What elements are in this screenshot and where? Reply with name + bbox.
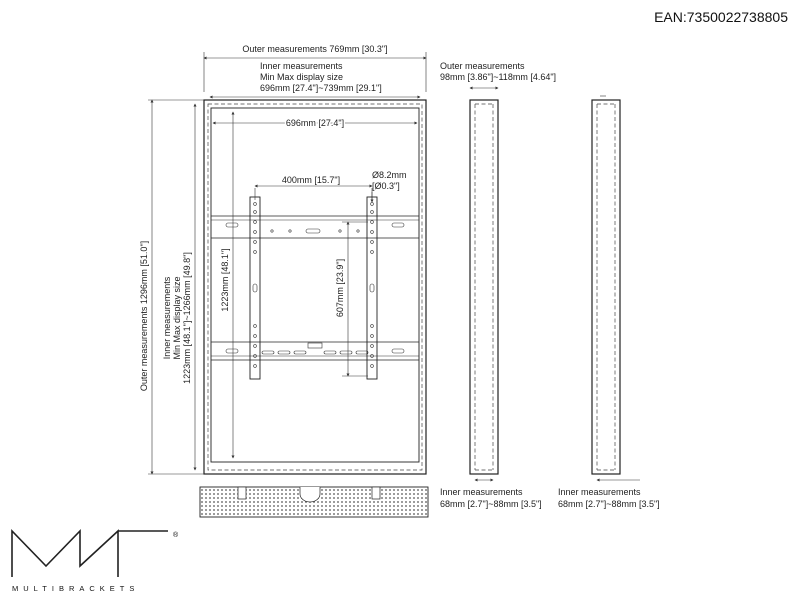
side-inner-label-1: Inner measurements <box>440 487 523 497</box>
inner-height-label: 1223mm [48.1"] <box>220 248 230 312</box>
inner-width-range-label: 696mm [27.4"]~739mm [29.1"] <box>260 83 382 93</box>
rail-hole <box>289 230 291 232</box>
lower-rail <box>211 342 419 360</box>
inner-label: Inner measurements <box>260 61 343 71</box>
vesa-height-label: 607mm [23.9"] <box>335 258 345 318</box>
inner-dashed-outline <box>208 104 422 470</box>
bottom-bracket-right <box>372 487 380 499</box>
brand-name: MULTIBRACKETS <box>12 584 140 593</box>
rail-slot <box>306 229 320 233</box>
upper-rail <box>211 216 419 238</box>
logo-mark-icon <box>12 531 118 577</box>
rail-hole <box>271 230 273 232</box>
outer-height-label: Outer measurements 1296mm [51.0"] <box>139 240 149 392</box>
hole-diameter-imperial-label: [Ø0.3"] <box>372 181 400 191</box>
arm-holes <box>253 203 374 368</box>
side-outer-depth-label: 98mm [3.86"]~118mm [4.64"] <box>440 72 557 82</box>
bottom-bracket-left <box>238 487 246 499</box>
rail-slot <box>226 223 238 227</box>
rail-slot <box>226 349 238 353</box>
hole-diameter-label: Ø8.2mm <box>372 170 407 180</box>
outer-width-label: Outer measurements 769mm [30.3"] <box>242 44 388 54</box>
side-view-2 <box>558 96 660 509</box>
side-profile-1 <box>470 100 498 474</box>
side-inner-label: Inner measurements <box>162 276 172 360</box>
rail-hole <box>357 230 359 232</box>
rail-hole <box>339 230 341 232</box>
outer-frame <box>204 100 426 474</box>
rail-slot <box>392 223 404 227</box>
side-profile-2 <box>592 100 620 474</box>
vesa-width-label: 400mm [15.7"] <box>281 175 341 185</box>
bottom-cable-notch <box>300 487 320 502</box>
bottom-view <box>200 487 428 517</box>
side-view-1 <box>440 61 556 509</box>
registered-mark: ® <box>173 532 179 539</box>
side-inner-label-2: Inner measurements <box>558 487 641 497</box>
side-height-range-label: 1223mm [48.1"]~1266mm [49.8"] <box>182 252 192 384</box>
side-inner-depth-label-1: 68mm [2.7"]~88mm [3.5"] <box>440 499 542 509</box>
front-view <box>139 44 426 474</box>
inner-frame <box>211 108 419 462</box>
side-inner-depth-label-2: 68mm [2.7"]~88mm [3.5"] <box>558 499 660 509</box>
rail-slot-row <box>262 343 368 354</box>
multibrackets-logo <box>12 531 179 593</box>
rail-slot <box>392 349 404 353</box>
inner-minmax-label: Min Max display size <box>260 72 344 82</box>
side-minmax-label: Min Max display size <box>172 276 182 360</box>
right-vesa-arm <box>367 197 377 379</box>
left-vesa-arm <box>250 197 260 379</box>
ean-code: EAN:7350022738805 <box>654 9 788 25</box>
side-outer-label: Outer measurements <box>440 61 525 71</box>
inner-width-label: 696mm [27.4"] <box>285 118 345 128</box>
